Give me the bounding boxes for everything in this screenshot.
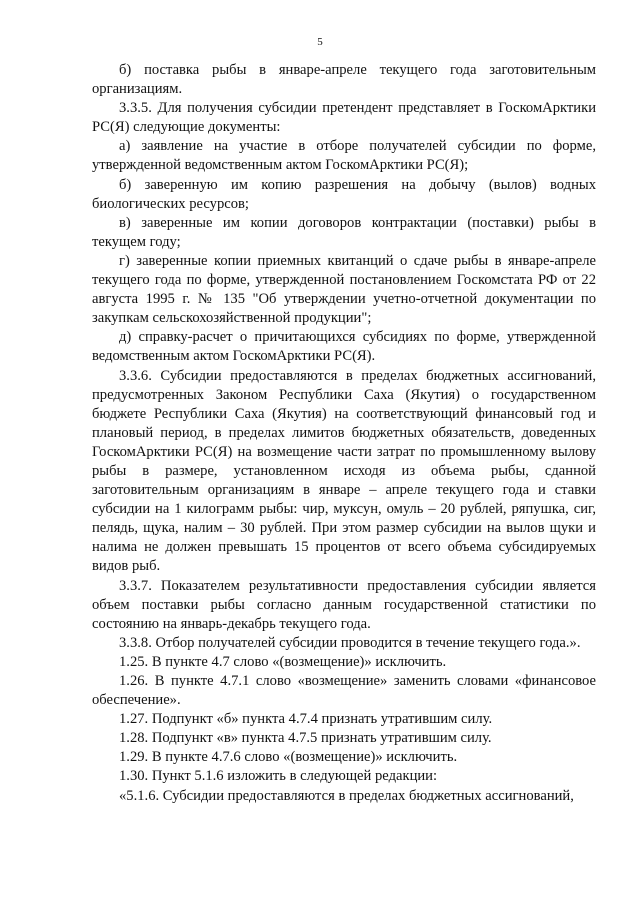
paragraph: 1.30. Пункт 5.1.6 изложить в следующей редакции: xyxy=(119,768,438,785)
paragraph: 3.3.6. Субсидии предоставляются в пределах бюджетных ассигнований, предусмотренных Законом Республики Саха (Якутия) о государственном бюджете Республики Саха (Якутия) на соответствующий финансовый год и плановый период, в пределах лимитов бюджетных обязательств, доведенных ГоскомАрктики РС(Я) на возмещение части затрат по промышленному вылову рыбы в размере, установленном исходя из объема рыбы, сданной заготовительным организациям в январе – апреле текущего года и ставки субсидии на 1 килограмм рыбы: чир, муксун, омуль – 20 рублей, ряпушка, сиг, пелядь, щука, налим – 30 рублей. При этом размер субсидии на вылов щуки и налима не должен превышать 15 процентов от всего объема субсидируемых видов рыб. xyxy=(92,367,596,575)
paragraph: в) заверенные им копии договоров контрактации (поставки) рыбы в текущем году; xyxy=(92,214,596,250)
paragraph: 1.26. В пункте 4.7.1 слово «возмещение» заменить словами «финансовое обеспечение». xyxy=(92,673,596,709)
paragraph: 1.28. Подпункт «в» пункта 4.7.5 признать утратившим силу. xyxy=(119,730,492,747)
paragraph: 3.3.7. Показателем результативности предоставления субсидии является объем поставки рыбы согласно данным государственной статистики по состоянию на январь-декабрь текущего года. xyxy=(92,577,596,632)
paragraph: 1.29. В пункте 4.7.6 слово «(возмещение)» исключить. xyxy=(119,749,458,766)
paragraph: 3.3.8. Отбор получателей субсидии проводится в течение текущего года.». xyxy=(119,634,581,651)
paragraph: «5.1.6. Субсидии предоставляются в пределах бюджетных ассигнований, xyxy=(119,787,574,804)
document-body xyxy=(92,61,596,806)
paragraph: 1.25. В пункте 4.7 слово «(возмещение)» исключить. xyxy=(119,653,447,670)
paragraph: д) справку-расчет о причитающихся субсидиях по форме, утвержденной ведомственным актом ГоскомАрктики РС(Я). xyxy=(92,329,596,365)
paragraph: 1.27. Подпункт «б» пункта 4.7.4 признать утратившим силу. xyxy=(119,711,493,728)
paragraph: г) заверенные копии приемных квитанций о сдаче рыбы в январе-апреле текущего года по форме, утвержденной постановлением Госкомстата РФ от 22 августа 1995 г. № 135 "Об утверждении учетно-отчетной документации по закупкам сельскохозяйственной продукции"; xyxy=(92,252,596,327)
paragraph: 3.3.5. Для получения субсидии претендент представляет в ГоскомАрктики РС(Я) следующие документы: xyxy=(92,100,596,136)
paragraph: а) заявление на участие в отборе получателей субсидии по форме, утвержденной ведомственным актом ГоскомАрктики РС(Я); xyxy=(92,138,596,174)
paragraph: б) поставка рыбы в январе-апреле текущего года заготовительным организациям. xyxy=(92,62,596,98)
page-number: 5 xyxy=(317,36,323,48)
paragraph: б) заверенную им копию разрешения на добычу (вылов) водных биологических ресурсов; xyxy=(92,176,596,212)
